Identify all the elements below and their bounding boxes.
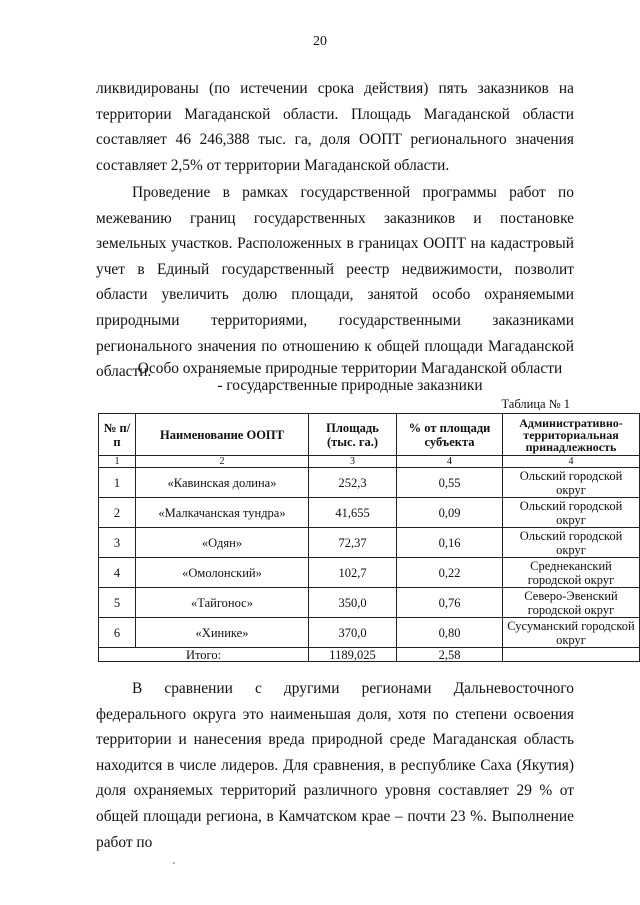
row-num: 4 bbox=[99, 558, 136, 588]
scan-speck bbox=[173, 862, 175, 864]
row-name: «Кавинская долина» bbox=[136, 468, 309, 498]
row-admin: Среднеканский городской округ bbox=[503, 558, 640, 588]
index-cell: 4 bbox=[503, 456, 640, 468]
table-total-row bbox=[99, 648, 640, 662]
row-num: 6 bbox=[99, 618, 136, 648]
paragraph-2: Проведение в рамках государственной программы работ по межеванию границ государственных заказников и постановке земельных участков. Расположенных в границах ООПТ на кадастровый учет в Единый государственный реестр недвижимости, позволит области увеличить долю площади, занятой особо охраняемыми природными территориями, государственными заказниками регионального значения по отношению к общей площади Магаданской области. bbox=[96, 184, 574, 381]
row-admin: Ольский городской округ bbox=[503, 528, 640, 558]
row-share: 0,55 bbox=[397, 468, 503, 498]
header-area: Площадь (тыс. га.) bbox=[309, 414, 397, 456]
paragraph-3: В сравнении с другими регионами Дальневосточного федерального округа это наименьшая доля, хотя по степени освоения территории и нанесения вреда природной среде Магаданская область находится в числе лидеров. Для сравнения, в республике Саха (Якутия) доля охраняемых территорий различного уровня составляет 29 % от общей площади региона, в Камчатском крае – почти 23 %. Выполнение работ по bbox=[96, 680, 574, 851]
table-header-row bbox=[99, 414, 640, 456]
row-num: 3 bbox=[99, 528, 136, 558]
row-admin: Ольский городской округ bbox=[503, 498, 640, 528]
index-cell: 3 bbox=[309, 456, 397, 468]
table-row bbox=[99, 558, 640, 588]
row-num: 2 bbox=[99, 498, 136, 528]
row-share: 0,09 bbox=[397, 498, 503, 528]
header-admin: Административно-территориальная принадлежность bbox=[503, 414, 640, 456]
row-area: 252,3 bbox=[309, 468, 397, 498]
row-num: 5 bbox=[99, 588, 136, 618]
row-admin: Ольский городской округ bbox=[503, 468, 640, 498]
row-name: «Хинике» bbox=[136, 618, 309, 648]
total-admin-empty bbox=[503, 648, 640, 662]
table-number-label: Таблица № 1 bbox=[501, 397, 570, 411]
index-cell: 1 bbox=[99, 456, 136, 468]
row-share: 0,22 bbox=[397, 558, 503, 588]
row-name: «Тайгонос» bbox=[136, 588, 309, 618]
header-name: Наименование ООПТ bbox=[136, 414, 309, 456]
row-share: 0,76 bbox=[397, 588, 503, 618]
total-label: Итого: bbox=[99, 648, 309, 662]
table-title bbox=[100, 360, 600, 394]
header-share: % от площади субъекта bbox=[397, 414, 503, 456]
table-row bbox=[99, 468, 640, 498]
row-admin: Северо-Эвенский городской округ bbox=[503, 588, 640, 618]
row-share: 0,16 bbox=[397, 528, 503, 558]
total-area: 1189,025 bbox=[309, 648, 397, 662]
header-num: № п/п bbox=[99, 414, 136, 456]
row-num: 1 bbox=[99, 468, 136, 498]
index-cell: 4 bbox=[397, 456, 503, 468]
table-row bbox=[99, 618, 640, 648]
row-area: 72,37 bbox=[309, 528, 397, 558]
row-admin: Сусуманский городской округ bbox=[503, 618, 640, 648]
paragraph-1: ликвидированы (по истечении срока действия) пять заказников на территории Магаданской области. Площадь Магаданской области составляет 46 246,388 тыс. га, доля ООПТ регионального значения составляет 2,5% от территории Магаданской области. bbox=[96, 80, 574, 174]
index-cell: 2 bbox=[136, 456, 309, 468]
table-title-line-2: - государственные природные заказники bbox=[217, 377, 483, 394]
row-share: 0,80 bbox=[397, 618, 503, 648]
row-name: «Омолонский» bbox=[136, 558, 309, 588]
table-row bbox=[99, 528, 640, 558]
row-name: «Малкачанская тундра» bbox=[136, 498, 309, 528]
total-share: 2,58 bbox=[397, 648, 503, 662]
row-area: 370,0 bbox=[309, 618, 397, 648]
row-area: 350,0 bbox=[309, 588, 397, 618]
row-area: 41,655 bbox=[309, 498, 397, 528]
table-index-row bbox=[99, 456, 640, 468]
reserves-table bbox=[98, 413, 640, 662]
table-row bbox=[99, 588, 640, 618]
table-row bbox=[99, 498, 640, 528]
row-name: «Одян» bbox=[136, 528, 309, 558]
row-area: 102,7 bbox=[309, 558, 397, 588]
table-title-line-1: Особо охраняемые природные территории Магаданской области bbox=[137, 360, 563, 377]
page-number: 20 bbox=[313, 34, 327, 49]
